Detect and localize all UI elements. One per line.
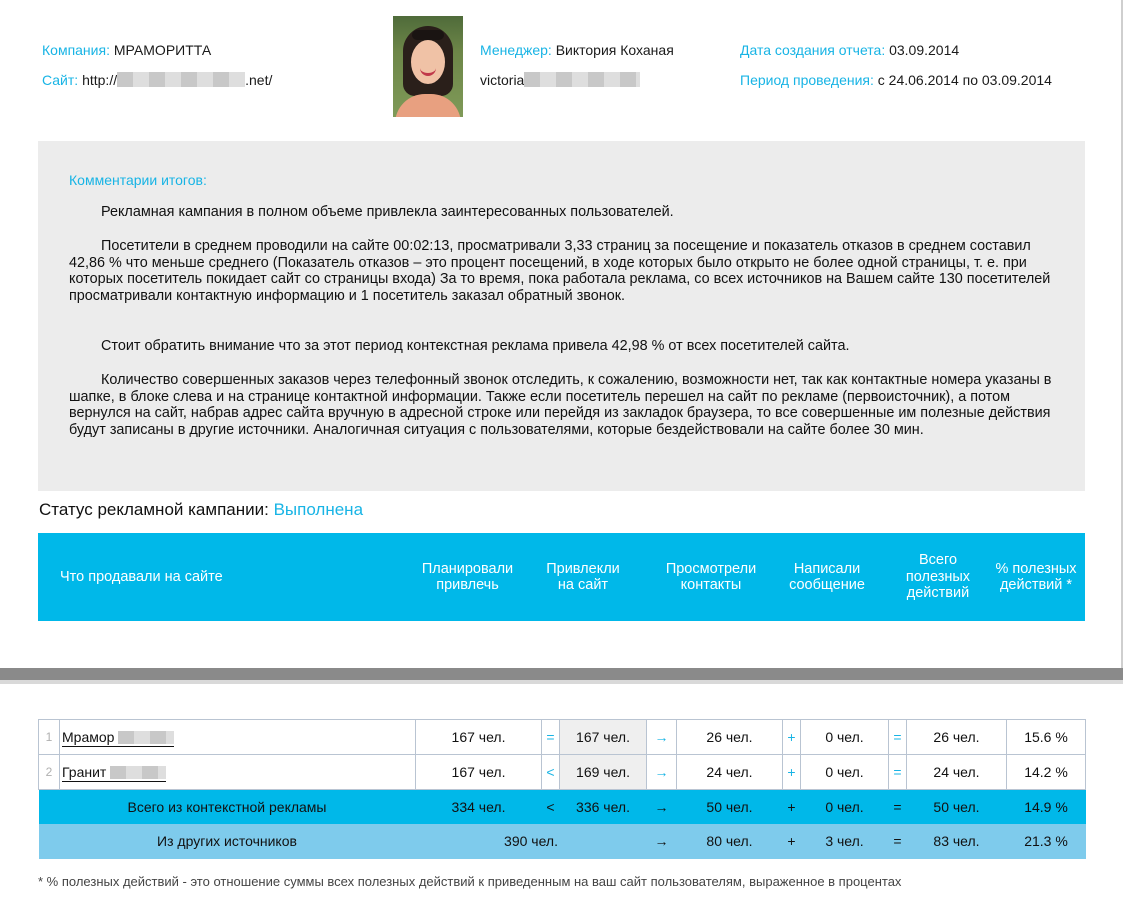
results-table <box>38 719 1086 859</box>
manager-email-line <box>480 71 640 89</box>
plus-sign: + <box>783 824 801 859</box>
header-messaged: Написали сообщение <box>789 560 865 593</box>
total-row <box>39 790 1086 824</box>
total-label: Всего из контекстной рекламы <box>39 790 416 824</box>
messaged-value: 0 чел. <box>801 755 889 790</box>
row-number: 1 <box>39 720 60 755</box>
viewed-value: 26 чел. <box>677 720 783 755</box>
percent-value: 14.9 % <box>1007 790 1086 824</box>
messaged-value: 3 чел. <box>801 824 889 859</box>
redacted-block <box>117 72 245 87</box>
report-date-line <box>740 41 959 59</box>
total-value: 50 чел. <box>907 790 1007 824</box>
compare-sign: < <box>542 755 560 790</box>
attracted-value: 167 чел. <box>560 720 647 755</box>
planned-value: 167 чел. <box>416 720 542 755</box>
plus-sign: + <box>783 755 801 790</box>
period-line <box>740 71 1052 89</box>
plus-sign: + <box>783 790 801 824</box>
table-row <box>39 720 1086 755</box>
company-value: МРАМОРИТТА <box>113 42 212 58</box>
messaged-value: 0 чел. <box>801 720 889 755</box>
company-label: Компания: <box>42 42 110 58</box>
messaged-value: 0 чел. <box>801 790 889 824</box>
manager-photo <box>393 16 463 117</box>
product-link[interactable] <box>60 755 416 790</box>
status-label: Статус рекламной кампании: <box>39 500 269 519</box>
site-prefix: http:// <box>82 72 118 88</box>
percent-value: 21.3 % <box>1007 824 1086 859</box>
period-value: с 24.06.2014 по 03.09.2014 <box>877 72 1052 88</box>
site-line <box>42 71 272 89</box>
percent-value: 14.2 % <box>1007 755 1086 790</box>
header-product: Что продавали на сайте <box>60 568 223 585</box>
status-value: Выполнена <box>273 500 364 519</box>
arrow-icon: → <box>647 720 677 755</box>
viewed-value: 24 чел. <box>677 755 783 790</box>
product-name: Гранит <box>62 764 107 780</box>
report-date-label: Дата создания отчета: <box>740 42 886 58</box>
table-header <box>38 533 1085 621</box>
redacted-block <box>118 731 174 744</box>
total-value: 83 чел. <box>907 824 1007 859</box>
footnote: * % полезных действий - это отношение суммы всех полезных действий к приведенным на ваш сайт пользователям, выраженное в процентах <box>38 874 902 889</box>
total-value: 26 чел. <box>907 720 1007 755</box>
product-name: Мрамор <box>62 729 115 745</box>
header-percent: % полезных действий * <box>995 560 1077 593</box>
arrow-icon: → <box>647 755 677 790</box>
row-number: 2 <box>39 755 60 790</box>
header-total: Всего полезных действий <box>905 552 971 602</box>
product-link[interactable] <box>60 720 416 755</box>
comment-paragraph-1: Рекламная кампания в полном объеме привлекла заинтересованных пользователей. <box>101 204 674 220</box>
campaign-status <box>39 500 363 520</box>
header-planned: Планировали привлечь <box>421 560 514 593</box>
comments-title: Комментарии итогов: <box>69 172 207 188</box>
site-label: Сайт: <box>42 72 79 88</box>
manager-label: Менеджер: <box>480 42 552 58</box>
compare-sign: < <box>542 790 560 824</box>
redacted-block <box>524 72 640 87</box>
arrow-icon: → <box>647 824 677 859</box>
viewed-value: 80 чел. <box>677 824 783 859</box>
redacted-block <box>110 766 166 779</box>
attracted-value: 169 чел. <box>560 755 647 790</box>
arrow-icon: → <box>647 790 677 824</box>
equals-sign: = <box>889 824 907 859</box>
planned-value: 334 чел. <box>416 790 542 824</box>
other-sources-row <box>39 824 1086 859</box>
period-label: Период проведения: <box>740 72 874 88</box>
table-row <box>39 755 1086 790</box>
total-value: 24 чел. <box>907 755 1007 790</box>
attracted-value: 336 чел. <box>560 790 647 824</box>
equals-sign: = <box>889 755 907 790</box>
manager-name: Виктория Коханая <box>555 42 674 58</box>
company-line <box>42 41 211 59</box>
header-attracted: Привлекли на сайт <box>546 560 620 593</box>
comment-paragraph-2: Посетители в среднем проводили на сайте 00:02:13, просматривали 3,33 страниц за посещение и показатель отказов в среднем составил 42,86 % что меньше среднего (Показатель отказов – это процент посещений, в ходе которых было открыто не более одной страницы, т. е. при которых посетитель покидает сайт со страницы входа) За то время, пока работала реклама, со всех источников на Вашем сайте 130 посетителей просматривали контактную информацию и 1 посетитель заказал обратный звонок. <box>69 238 1051 305</box>
percent-value: 15.6 % <box>1007 720 1086 755</box>
comment-paragraph-3: Стоит обратить внимание что за этот период контекстная реклама привела 42,98 % от всех посетителей сайта. <box>101 338 850 354</box>
compare-sign: = <box>542 720 560 755</box>
equals-sign: = <box>889 790 907 824</box>
manager-email-prefix: victoria <box>480 72 525 88</box>
comment-paragraph-4: Количество совершенных заказов через телефонный звонок отследить, к сожалению, возможности нет, так как контактные номера указаны в шапке, в блоке слева и на странице контактной информации. Также если посетитель перешел на сайт по рекламе (первоисточник), а потом вернулся на сайт, набрав адрес сайта вручную в адресной строке или перейдя из закладок браузера, то все совершенные им полезные действия будут записаны в другие источники. Аналогичная ситуация с пользователями, которые бездействовали на сайте более 30 мин. <box>69 372 1052 439</box>
site-suffix: .net/ <box>245 72 273 88</box>
comments-box <box>38 141 1085 491</box>
planned-value: 167 чел. <box>416 755 542 790</box>
header-viewed: Просмотрели контакты <box>665 560 757 593</box>
manager-line <box>480 41 674 59</box>
page-separator <box>0 668 1123 684</box>
report-date-value: 03.09.2014 <box>889 42 960 58</box>
plus-sign: + <box>783 720 801 755</box>
viewed-value: 50 чел. <box>677 790 783 824</box>
other-label: Из других источников <box>39 824 416 859</box>
report-page-2 <box>0 684 1123 901</box>
attracted-value: 390 чел. <box>416 824 647 859</box>
equals-sign: = <box>889 720 907 755</box>
